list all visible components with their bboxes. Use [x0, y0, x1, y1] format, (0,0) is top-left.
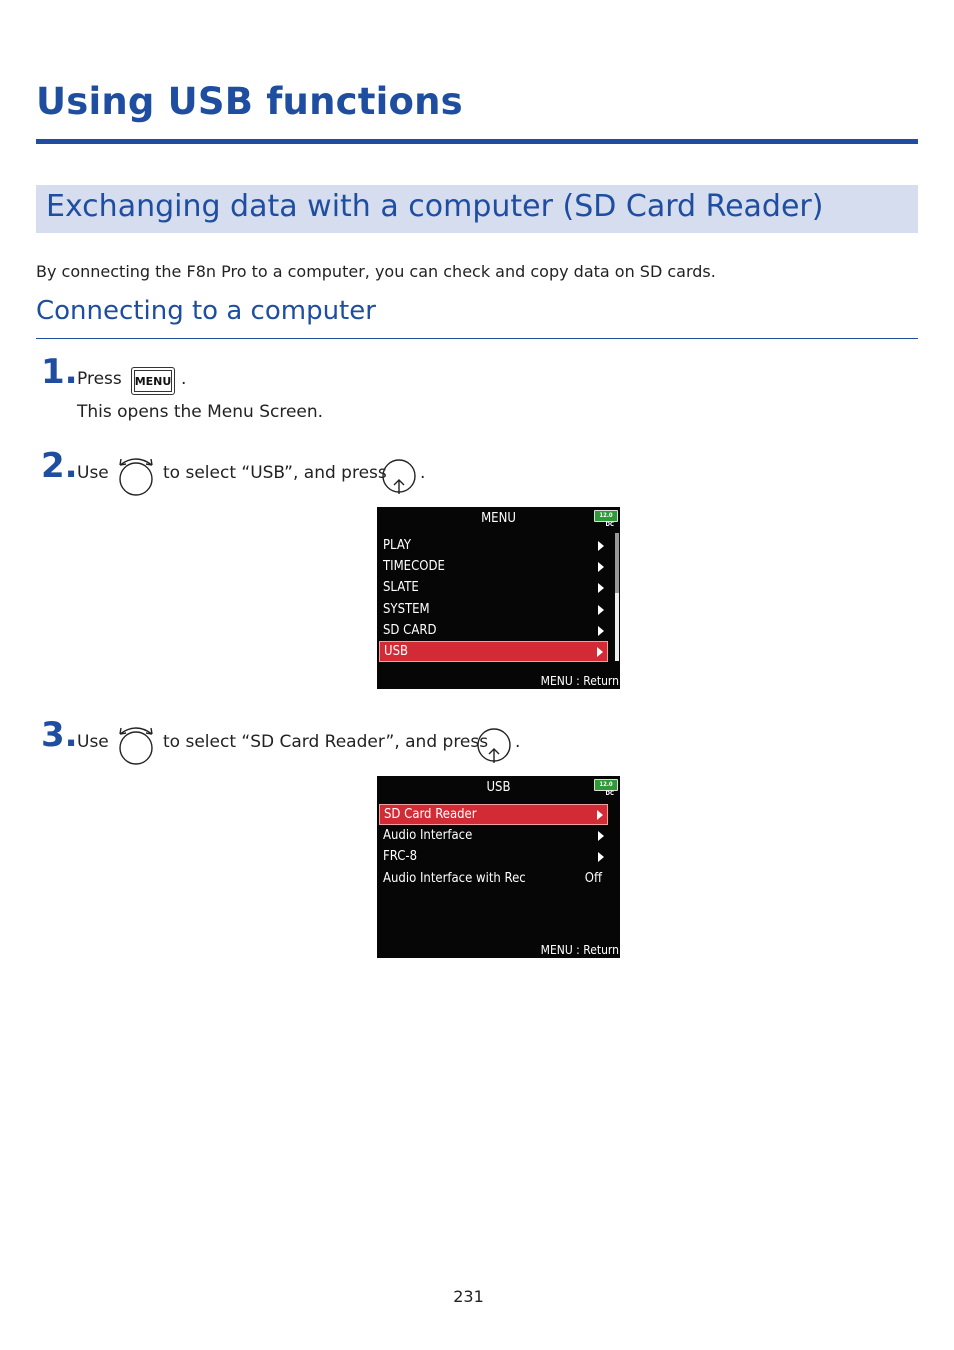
step-1-number: 1. — [41, 352, 78, 392]
menu-item-slate[interactable] — [379, 577, 608, 598]
menu-item-timecode[interactable] — [379, 556, 608, 577]
right-arrow-icon — [598, 562, 604, 572]
screen-footer-hint: MENU : Return — [540, 674, 619, 688]
page-number: 231 — [453, 1287, 484, 1306]
dial-press-icon — [474, 725, 514, 765]
right-arrow-icon — [598, 541, 604, 551]
battery-icon: 12.0 — [594, 510, 618, 522]
right-arrow-icon — [598, 852, 604, 862]
scrollbar-thumb — [615, 593, 619, 661]
usb-item-label: Audio Interface with Rec — [383, 871, 526, 886]
step-2-text-before: Use — [77, 463, 109, 483]
step-1-text: Press — [77, 369, 122, 389]
step-1-period: . — [181, 369, 187, 389]
usb-screen-title: USB — [486, 780, 511, 795]
battery-icon: 12.0 — [594, 779, 618, 791]
menu-item-label: PLAY — [383, 538, 411, 553]
right-arrow-icon — [598, 583, 604, 593]
right-arrow-icon — [597, 647, 603, 657]
step-3-text-middle: to select “SD Card Reader”, and press — [163, 732, 489, 752]
step-2-text-middle: to select “USB”, and press — [163, 463, 387, 483]
page-title: Using USB functions — [36, 80, 463, 123]
menu-item-label: SLATE — [383, 580, 419, 595]
power-source-label: DC — [605, 790, 614, 797]
usb-item-sd-card-reader[interactable] — [379, 804, 608, 825]
menu-item-play[interactable] — [379, 535, 608, 556]
subsection-title: Connecting to a computer — [36, 296, 376, 326]
menu-item-label: SD CARD — [383, 623, 437, 638]
menu-item-system[interactable] — [379, 599, 608, 620]
usb-item-audio-interface-with-rec[interactable] — [379, 868, 608, 889]
usb-item-value: Off — [584, 871, 602, 886]
section-title: Exchanging data with a computer (SD Card Reader) — [46, 189, 824, 224]
intro-text: By connecting the F8n Pro to a computer, you can check and copy data on SD cards. — [36, 262, 716, 281]
dial-press-icon — [379, 456, 419, 496]
step-3-text-before: Use — [77, 732, 109, 752]
usb-item-frc-8[interactable] — [379, 846, 608, 867]
power-source-label: DC — [605, 521, 614, 528]
subsection-rule — [36, 338, 918, 339]
right-arrow-icon — [597, 810, 603, 820]
step-3-period: . — [515, 732, 521, 752]
menu-item-label: TIMECODE — [383, 559, 445, 574]
usb-item-label: Audio Interface — [383, 828, 473, 843]
menu-item-label: USB — [384, 644, 409, 659]
dial-icon — [114, 723, 158, 767]
usb-item-audio-interface[interactable] — [379, 825, 608, 846]
menu-item-label: SYSTEM — [383, 602, 430, 617]
right-arrow-icon — [598, 626, 604, 636]
usb-item-label: SD Card Reader — [384, 807, 477, 822]
menu-screen — [377, 507, 620, 689]
step-3-number: 3. — [41, 715, 78, 755]
title-rule — [36, 139, 918, 144]
menu-item-sd-card[interactable] — [379, 620, 608, 641]
usb-screen — [377, 776, 620, 958]
right-arrow-icon — [598, 605, 604, 615]
step-2-period: . — [420, 463, 426, 483]
step-2-number: 2. — [41, 446, 78, 486]
right-arrow-icon — [598, 831, 604, 841]
step-1-description: This opens the Menu Screen. — [77, 402, 324, 422]
menu-item-usb[interactable] — [379, 641, 608, 662]
screen-footer-hint: MENU : Return — [540, 943, 619, 957]
menu-screen-title: MENU — [481, 511, 516, 526]
menu-key-icon: MENU — [131, 367, 175, 395]
dial-icon — [114, 454, 158, 498]
usb-item-label: FRC-8 — [383, 849, 418, 864]
